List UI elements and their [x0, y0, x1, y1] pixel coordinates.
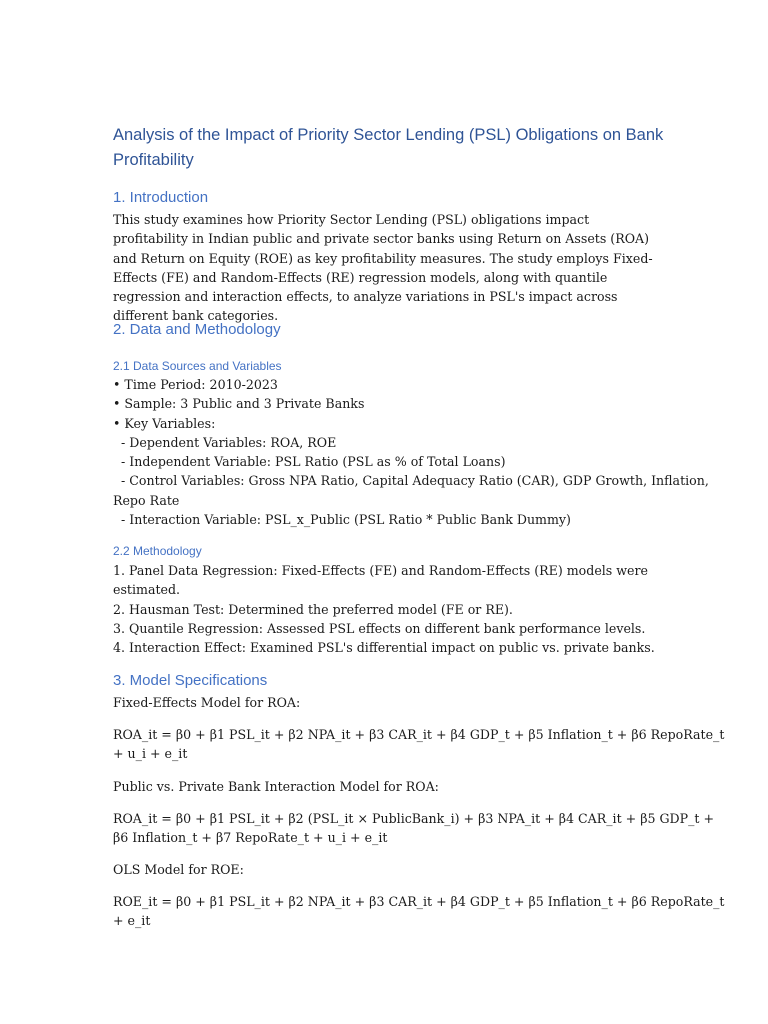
- list-item: - Independent Variable: PSL Ratio (PSL as % of Total Loans): [113, 454, 506, 470]
- list-item: 1. Panel Data Regression: Fixed-Effects (FE) and Random-Effects (RE) models were: [113, 563, 648, 578]
- list-item: 2. Hausman Test: Determined the preferred model (FE or RE).: [113, 601, 513, 617]
- methodology-list: [113, 561, 658, 657]
- interaction-model-equation: ROA_it = β0 + β1 PSL_it + β2 (PSL_it × PublicBank_i) + β3 NPA_it + β4 CAR_it + β5 GDP_t + β6 Inflation_t + β7 RepoRate_t + u_i + e_it: [113, 811, 715, 846]
- list-item: - Control Variables: Gross NPA Ratio, Capital Adequacy Ratio (CAR), GDP Growth, Inflation,: [113, 473, 709, 489]
- list-item: - Dependent Variables: ROA, ROE: [113, 434, 337, 450]
- section-heading-introduction: 1. Introduction: [113, 189, 209, 206]
- list-item: 3. Quantile Regression: Assessed PSL effects on different bank performance levels.: [113, 620, 646, 636]
- data-sources-list: [113, 375, 709, 529]
- fe-model-label: Fixed-Effects Model for ROA:: [113, 695, 301, 710]
- list-item: • Sample: 3 Public and 3 Private Banks: [113, 396, 365, 412]
- list-item: Repo Rate: [113, 492, 180, 508]
- list-item: • Key Variables:: [113, 415, 216, 431]
- list-item: estimated.: [113, 582, 181, 598]
- ols-model-equation: ROE_it = β0 + β1 PSL_it + β2 NPA_it + β3 CAR_it + β4 GDP_t + β5 Inflation_t + β6 RepoRate_t + e_it: [113, 894, 725, 929]
- introduction-paragraph: This study examines how Priority Sector Lending (PSL) obligations impact profitability in Indian public and private sector banks using Return on Assets (ROA) and Return on Equity (ROE) as key profitability measures. The study employs Fixed-Effects (FE) and Random-Effects (RE) regression models, along with quantile regression and interaction effects, to analyze variations in PSL's impact across different bank categories.: [113, 212, 653, 324]
- interaction-model-label: Public vs. Private Bank Interaction Model for ROA:: [113, 779, 439, 794]
- list-item: 4. Interaction Effect: Examined PSL's differential impact on public vs. private banks.: [113, 640, 655, 656]
- subsection-heading-methodology: 2.2 Methodology: [113, 544, 202, 558]
- section-heading-data-methodology: 2. Data and Methodology: [113, 321, 281, 338]
- list-item: - Interaction Variable: PSL_x_Public (PSL Ratio * Public Bank Dummy): [113, 512, 571, 528]
- subsection-heading-data-sources: 2.1 Data Sources and Variables: [113, 359, 282, 373]
- section-heading-model-specifications: 3. Model Specifications: [113, 672, 268, 689]
- ols-model-label: OLS Model for ROE:: [113, 862, 244, 877]
- list-item: • Time Period: 2010-2023: [113, 377, 278, 392]
- fe-model-equation: ROA_it = β0 + β1 PSL_it + β2 NPA_it + β3 CAR_it + β4 GDP_t + β5 Inflation_t + β6 RepoRate_t + u_i + e_it: [113, 727, 725, 762]
- document-title: Analysis of the Impact of Priority Sector Lending (PSL) Obligations on Bank Profitability: [113, 126, 664, 169]
